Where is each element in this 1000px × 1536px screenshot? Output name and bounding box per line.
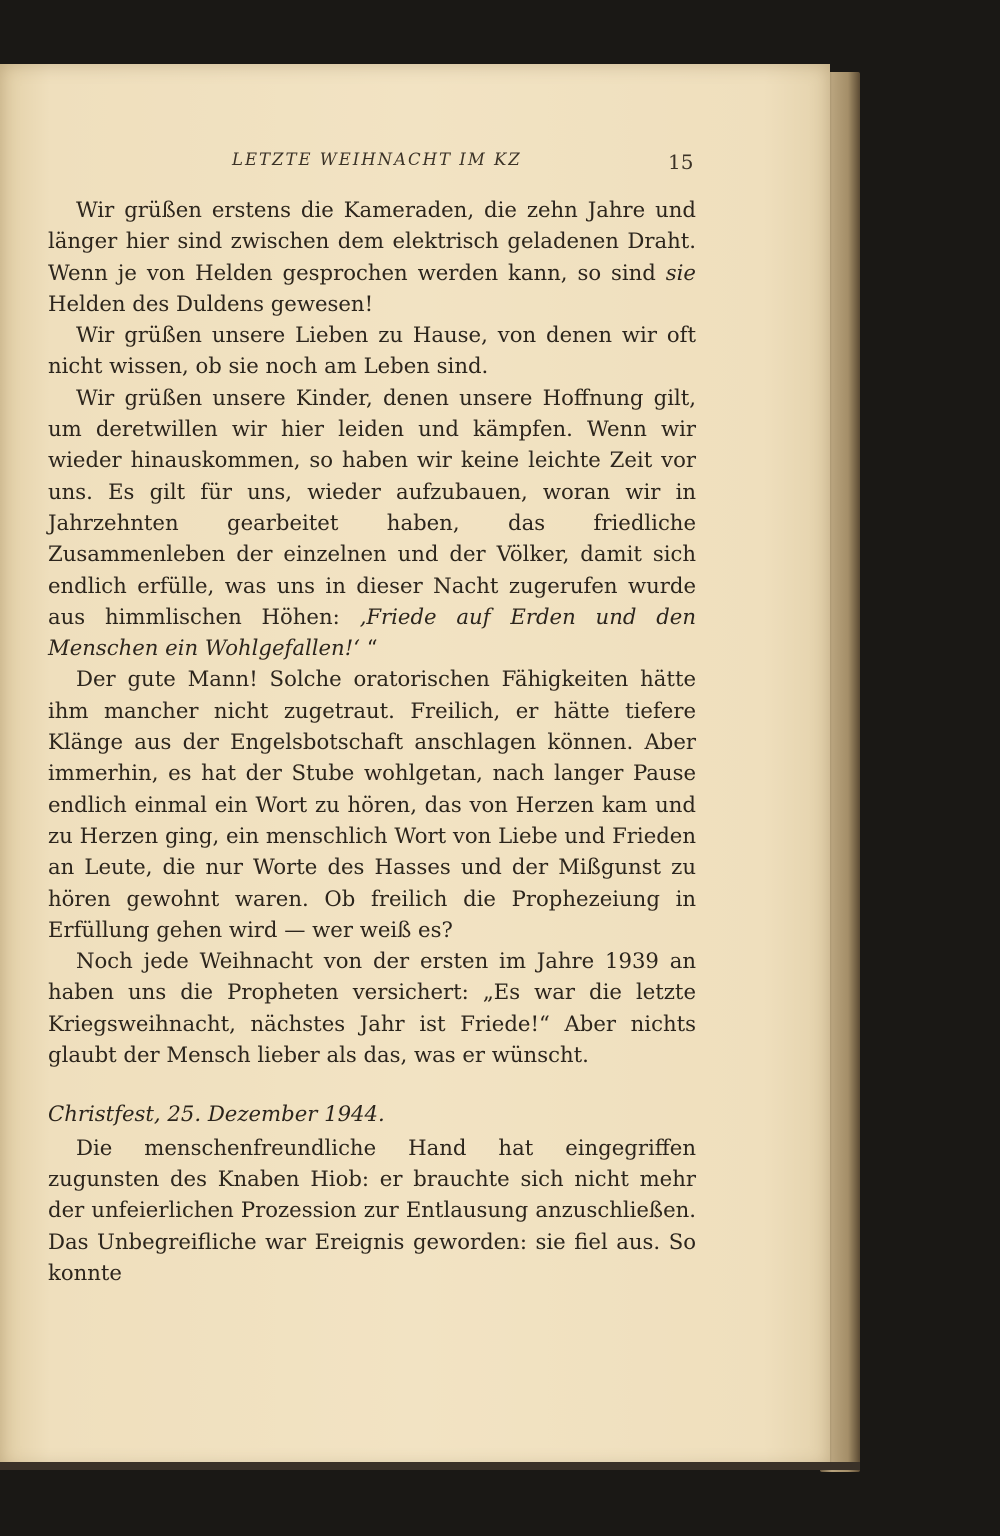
body-text	[48, 194, 696, 1288]
paragraph-1	[48, 194, 696, 319]
paragraph-6: Die menschenfreundliche Hand hat eingegriffen zugunsten des Knaben Hiob: er brauchte sich nicht mehr der unfeierlichen Prozession zur Entlausung anzuschließen. Das Unbegreifliche war Ereignis geworden: sie fiel aus. So konnte	[48, 1134, 696, 1285]
paragraph-3-text: Wir grüßen unsere Kinder, denen unsere Hoffnung gilt, um deretwillen wir hier leiden und kämpfen. Wenn wir wieder hinauskommen, so haben wir keine leichte Zeit vor uns. Es gilt für uns, wieder aufzubauen, woran wir in Jahrzehnten gearbeitet haben, das friedliche Zusammenleben der einzelnen und der Völker, damit sich endlich erfülle, was uns in dieser Nacht zugerufen wurde aus himmlischen Höhen:	[48, 384, 696, 629]
paragraph-1-emphasis: sie	[665, 259, 696, 285]
book-bottom-edge	[0, 1462, 860, 1470]
paragraph-4: Der gute Mann! Solche oratorischen Fähigkeiten hätte ihm mancher nicht zugetraut. Freilich, er hätte tiefere Klänge aus der Engelsbotschaft anschlagen können. Aber immerhin, es hat der Stube wohlgetan, nach langer Pause endlich einmal ein Wort zu hören, das von Herzen kam und zu Herzen ging, ein menschlich Wort von Liebe und Frieden an Leute, die nur Worte des Hasses und der Mißgunst zu hören gewohnt waren. Ob freilich die Prophezeiung in Erfüllung gehen wird — wer weiß es?	[48, 666, 696, 942]
paragraph-3-end: “	[359, 635, 378, 661]
dateline: Christfest, 25. Dezember 1944.	[48, 1101, 385, 1127]
paragraph-3-quote: ‚Friede auf Erden und den Menschen ein Wohlgefallen!‘	[48, 603, 696, 661]
paragraph-1-end: Helden des Duldens gewesen!	[48, 290, 374, 316]
paragraph-2: Wir grüßen unsere Lieben zu Hause, von denen wir oft nicht wissen, ob sie noch am Leben sind.	[48, 322, 696, 379]
paragraph-3	[48, 382, 696, 664]
page-number: 15	[668, 150, 694, 174]
running-title: LETZTE WEIHNACHT IM KZ	[232, 150, 522, 169]
paragraph-5: Noch jede Weihnacht von der ersten im Jahre 1939 an haben uns die Propheten versichert: „Es war die letzte Kriegsweihnacht, nächstes Jahr ist Friede!“ Aber nichts glaubt der Mensch lieber als das, was er wünscht.	[48, 948, 696, 1068]
paragraph-1-text: Wir grüßen erstens die Kameraden, die zehn Jahre und länger hier sind zwischen dem elektrisch geladenen Draht. Wenn je von Helden gesprochen werden kann, so sind	[48, 197, 696, 285]
